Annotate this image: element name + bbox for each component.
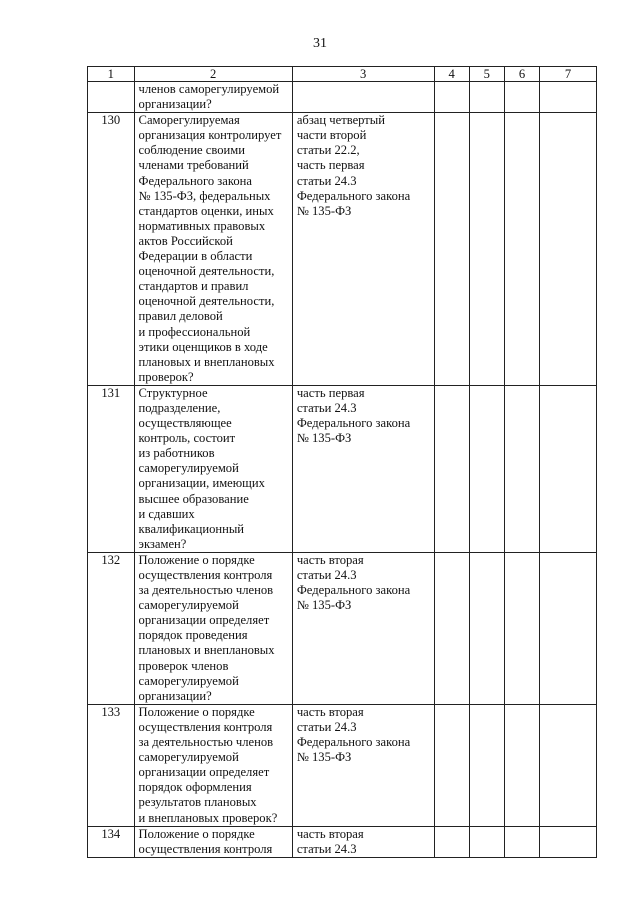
checklist-table xyxy=(87,66,597,858)
reference-cell xyxy=(292,82,434,113)
answer-cell-5[interactable] xyxy=(469,826,504,857)
reference-cell: часть вторая статьи 24.3 Федерального закона № 135-ФЗ xyxy=(292,552,434,704)
column-header-6: 6 xyxy=(504,67,539,82)
note-cell-7[interactable] xyxy=(540,385,597,552)
answer-cell-5[interactable] xyxy=(469,385,504,552)
question-cell: Структурное подразделение, осуществляющее контроль, состоит из работников саморегулируемой организации, имеющих высшее образование и сдавших квалификационный экзамен? xyxy=(134,385,292,552)
answer-cell-4[interactable] xyxy=(434,385,469,552)
question-cell: членов саморегулируемой организации? xyxy=(134,82,292,113)
question-cell: Положение о порядке осуществления контроля за деятельностью членов саморегулируемой организации определяет порядок оформления результатов плановых и внеплановых проверок? xyxy=(134,704,292,826)
note-cell-7[interactable] xyxy=(540,704,597,826)
answer-cell-6[interactable] xyxy=(504,552,539,704)
column-header-3: 3 xyxy=(292,67,434,82)
answer-cell-5[interactable] xyxy=(469,113,504,386)
row-number xyxy=(88,82,135,113)
table-row xyxy=(88,552,597,704)
row-number: 133 xyxy=(88,704,135,826)
answer-cell-5[interactable] xyxy=(469,704,504,826)
answer-cell-4[interactable] xyxy=(434,113,469,386)
reference-cell: часть вторая статьи 24.3 xyxy=(292,826,434,857)
answer-cell-5[interactable] xyxy=(469,552,504,704)
header-row xyxy=(88,67,597,82)
row-number: 130 xyxy=(88,113,135,386)
answer-cell-6[interactable] xyxy=(504,826,539,857)
column-header-7: 7 xyxy=(540,67,597,82)
answer-cell-4[interactable] xyxy=(434,704,469,826)
table-row xyxy=(88,826,597,857)
table-row xyxy=(88,385,597,552)
column-header-4: 4 xyxy=(434,67,469,82)
answer-cell-4[interactable] xyxy=(434,826,469,857)
column-header-2: 2 xyxy=(134,67,292,82)
page-number: 31 xyxy=(313,36,327,51)
answer-cell-4[interactable] xyxy=(434,82,469,113)
answer-cell-6[interactable] xyxy=(504,385,539,552)
answer-cell-5[interactable] xyxy=(469,82,504,113)
row-number: 132 xyxy=(88,552,135,704)
question-cell: Саморегулируемая организация контролирует соблюдение своими членами требований Федерального закона № 135-ФЗ, федеральных стандартов оценки, иных нормативных правовых актов Российской Федерации в области оценочной деятельности, стандартов и правил оценочной деятельности, правил деловой и профессиональной этики оценщиков в ходе плановых и внеплановых проверок? xyxy=(134,113,292,386)
answer-cell-6[interactable] xyxy=(504,113,539,386)
row-number: 134 xyxy=(88,826,135,857)
answer-cell-4[interactable] xyxy=(434,552,469,704)
table-row xyxy=(88,82,597,113)
note-cell-7[interactable] xyxy=(540,552,597,704)
reference-cell: часть первая статьи 24.3 Федерального закона № 135-ФЗ xyxy=(292,385,434,552)
table-row xyxy=(88,704,597,826)
note-cell-7[interactable] xyxy=(540,826,597,857)
question-cell: Положение о порядке осуществления контроля xyxy=(134,826,292,857)
answer-cell-6[interactable] xyxy=(504,82,539,113)
column-header-5: 5 xyxy=(469,67,504,82)
table-row xyxy=(88,113,597,386)
row-number: 131 xyxy=(88,385,135,552)
column-header-1: 1 xyxy=(88,67,135,82)
question-cell: Положение о порядке осуществления контроля за деятельностью членов саморегулируемой организации определяет порядок проведения плановых и внеплановых проверок членов саморегулируемой организации? xyxy=(134,552,292,704)
reference-cell: абзац четвертый части второй статьи 22.2, часть первая статьи 24.3 Федерального закона № 135-ФЗ xyxy=(292,113,434,386)
answer-cell-6[interactable] xyxy=(504,704,539,826)
note-cell-7[interactable] xyxy=(540,82,597,113)
reference-cell: часть вторая статьи 24.3 Федерального закона № 135-ФЗ xyxy=(292,704,434,826)
note-cell-7[interactable] xyxy=(540,113,597,386)
